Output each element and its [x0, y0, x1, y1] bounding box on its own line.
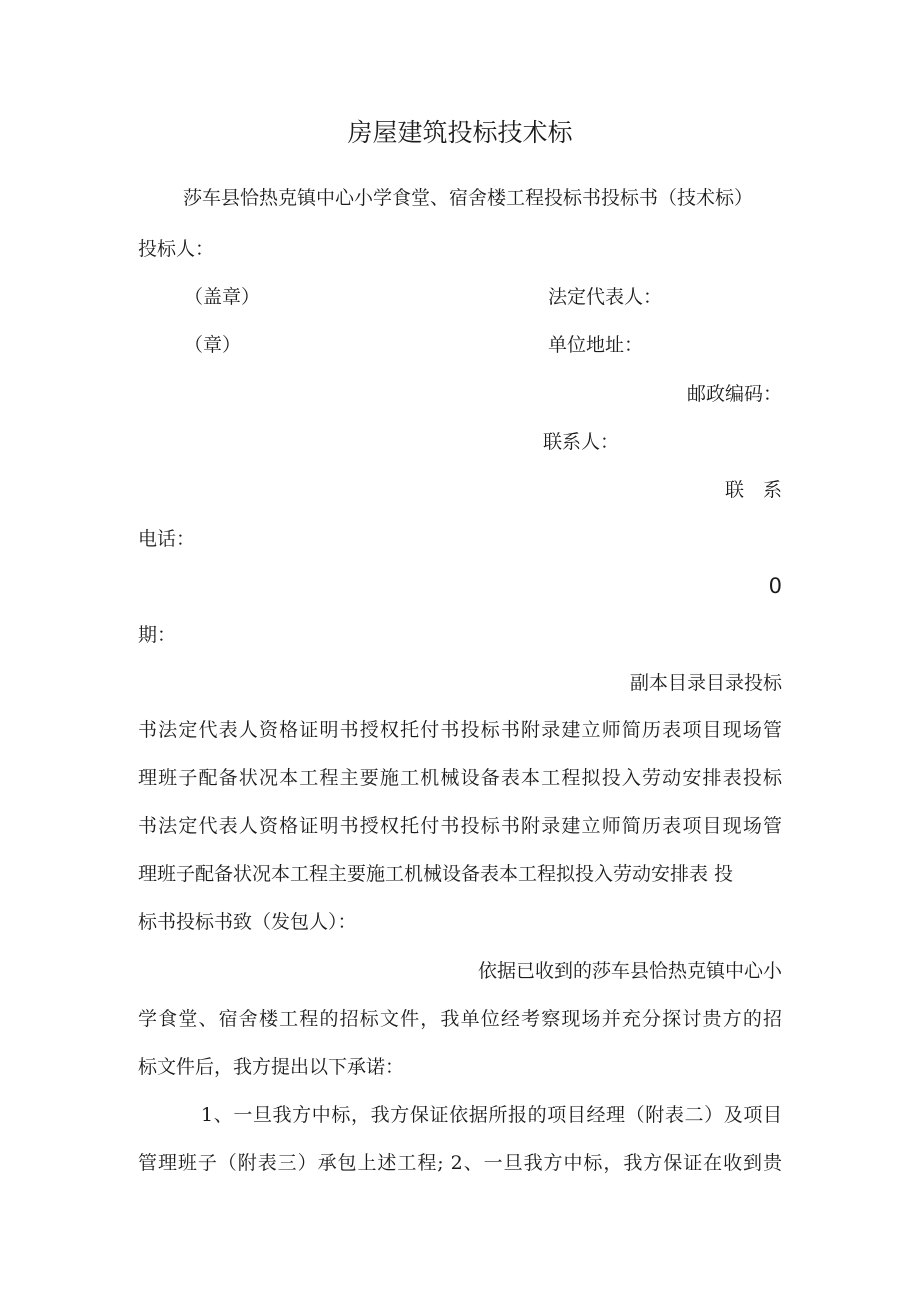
toc-line: 理班子配备状况本工程主要施工机械设备表本工程拟投入劳动安排表投标 [138, 767, 782, 789]
contact-person-label: 联系人： [543, 431, 620, 453]
toc-heading: 副本目录目录投标 [629, 672, 782, 694]
stamp-label: （章） [184, 334, 242, 356]
address-label: 单位地址： [548, 334, 644, 356]
postal-code-label: 邮政编码： [686, 383, 782, 405]
commitment-line: 管理班子（附表三）承包上述工程; 2、一旦我方中标，我方保证在收到贵 [138, 1152, 782, 1174]
commitment-line: 1、一旦我方中标，我方保证依据所报的项目经理（附表二）及项目 [201, 1104, 782, 1126]
page-title: 房屋建筑投标技术标 [347, 118, 573, 147]
project-subtitle: 莎车县恰热克镇中心小学食堂、宿舍楼工程投标书投标书（技术标） [183, 187, 754, 209]
zero-mark: 0 [768, 574, 782, 598]
body-line: 学食堂、宿舍楼工程的招标文件，我单位经考察现场并充分探讨贵方的招 [138, 1008, 782, 1030]
toc-line: 书法定代表人资格证明书授权托付书投标书附录建立师简历表项目现场管 [138, 815, 782, 837]
body-line: 标文件后，我方提出以下承诺： [138, 1056, 405, 1078]
date-label: 期： [138, 624, 177, 646]
bidder-label: 投标人： [138, 238, 215, 260]
toc-line: 书法定代表人资格证明书授权托付书投标书附录建立师简历表项目现场管 [138, 719, 782, 741]
contact-label: 联 系 [724, 479, 782, 501]
seal-label: （盖章） [184, 286, 261, 308]
body-first-line: 依据已收到的莎车县恰热克镇中心小 [477, 960, 782, 982]
legal-rep-label: 法定代表人： [548, 286, 663, 308]
phone-label: 电话： [138, 528, 196, 550]
toc-line: 标书投标书致（发包人）： [138, 911, 357, 933]
toc-line: 理班子配备状况本工程主要施工机械设备表本工程拟投入劳动安排表 投 [138, 863, 734, 885]
